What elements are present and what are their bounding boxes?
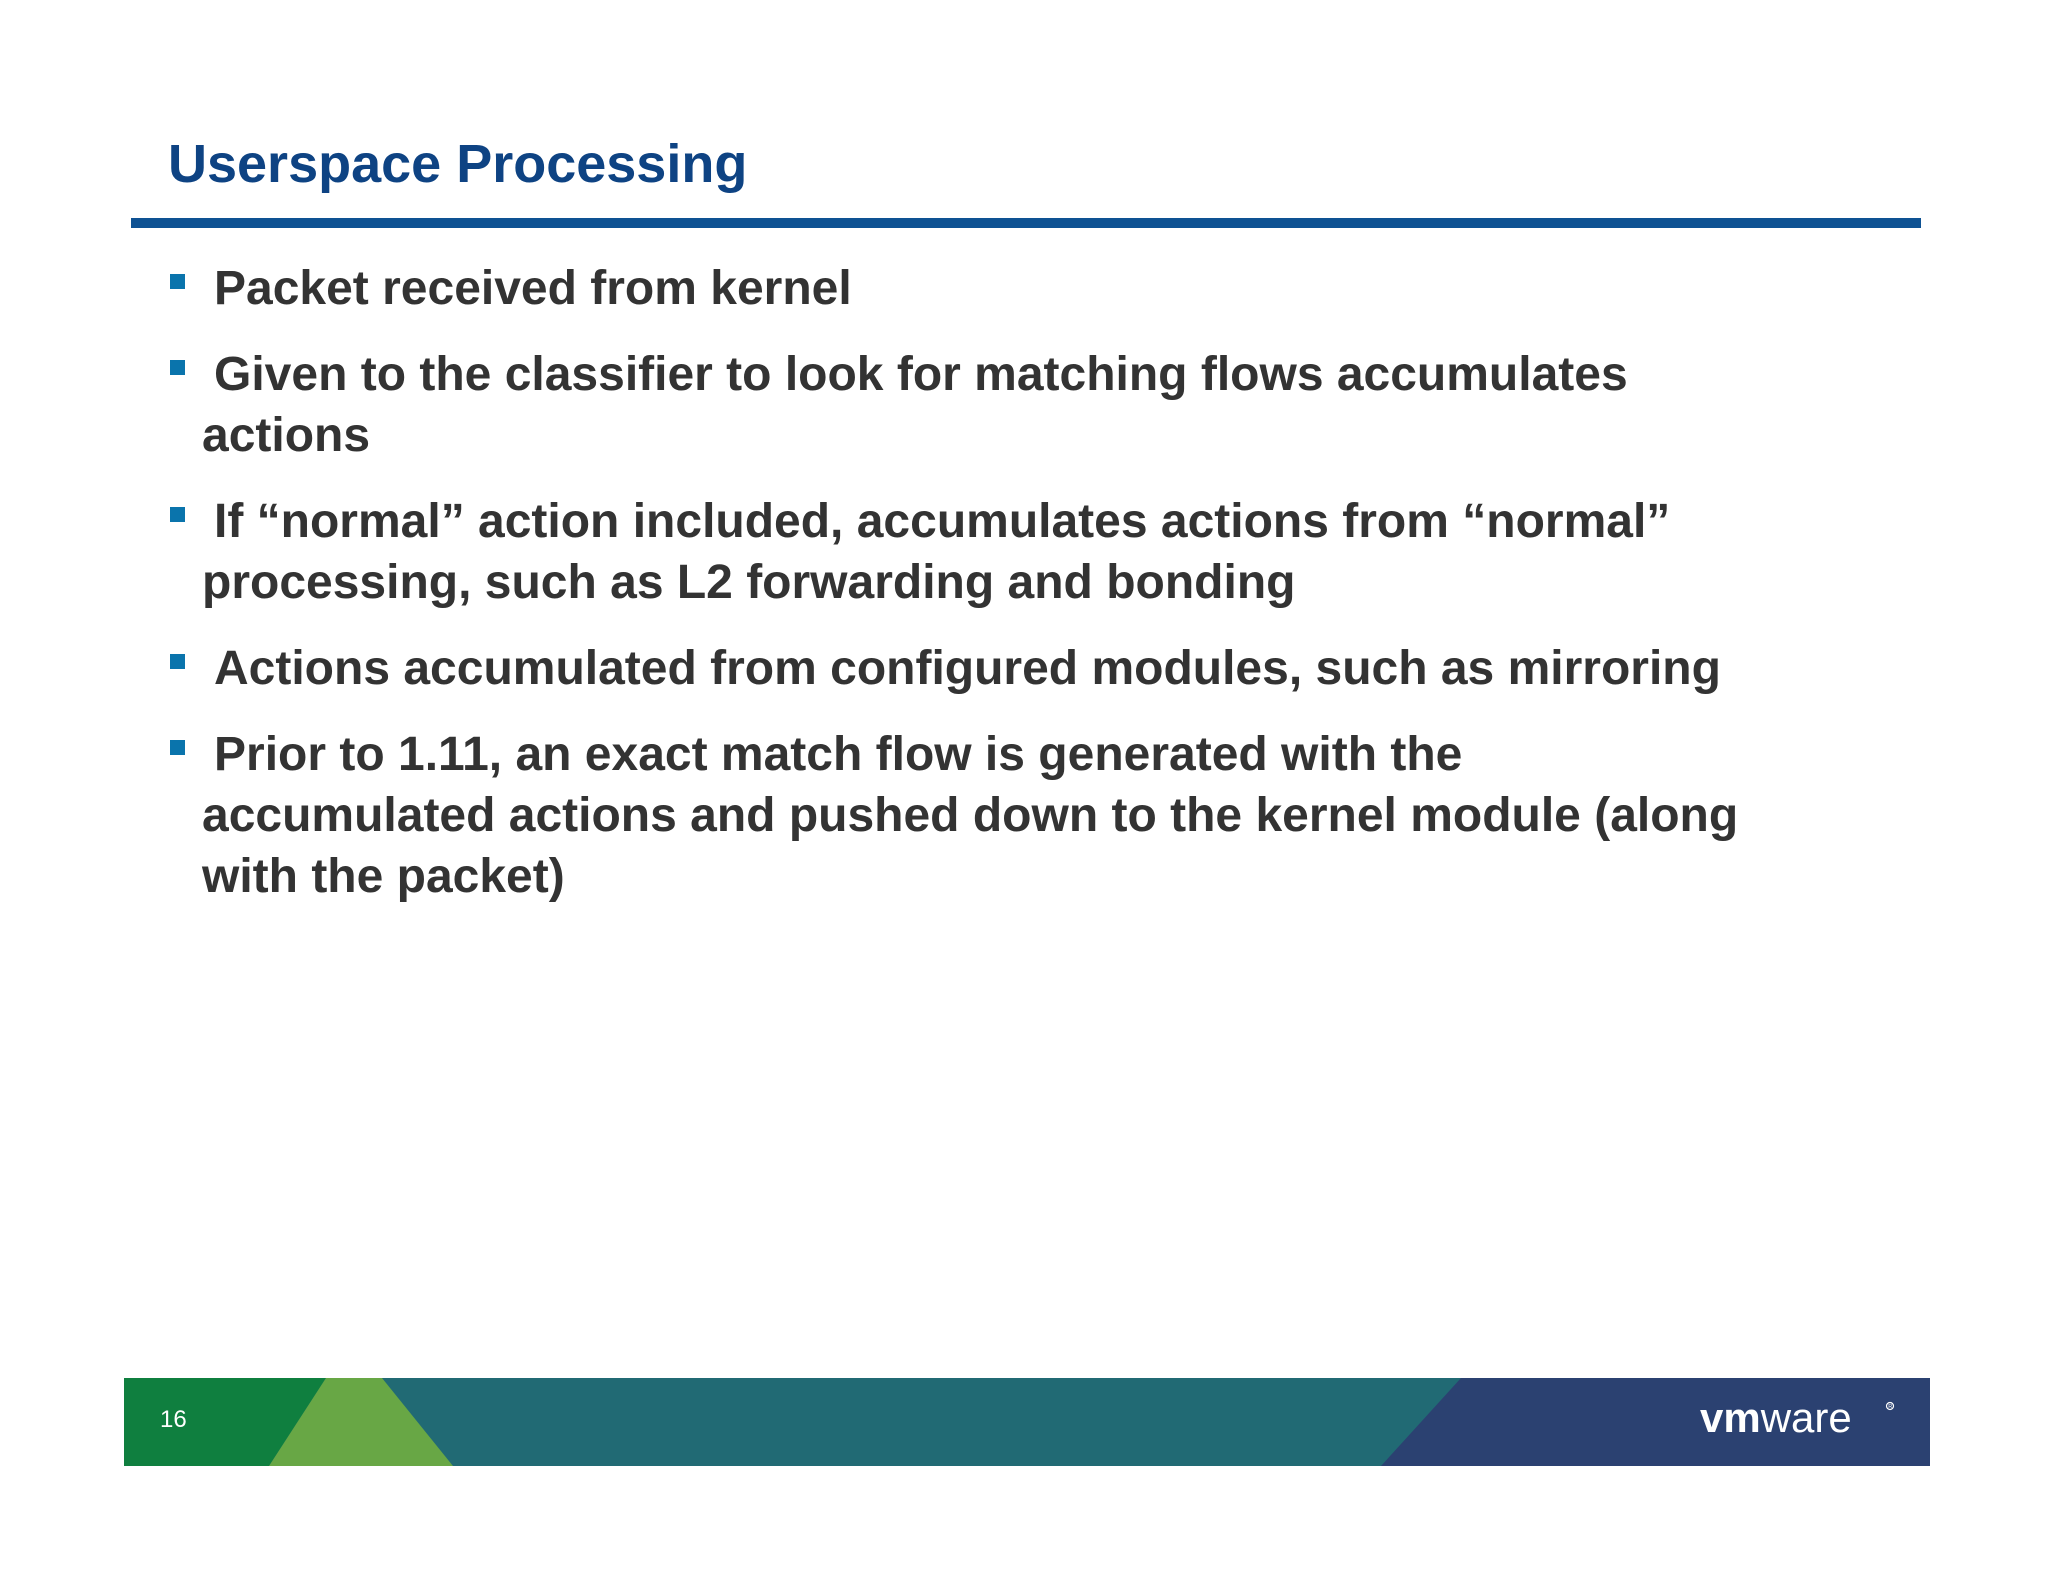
- vmware-logo-text: vmware: [1700, 1394, 1852, 1441]
- vmware-logo-icon: [1700, 1394, 1896, 1444]
- footer-band: [124, 1378, 1930, 1466]
- square-bullet-icon: [170, 360, 185, 375]
- bullet-item: [170, 724, 1890, 907]
- bullet-list: [170, 258, 1890, 932]
- square-bullet-icon: [170, 740, 185, 755]
- bullet-text: If “normal” action included, accumulates actions from “normal” processing, such as L2 forwarding and bonding: [202, 495, 1671, 609]
- bullet-text: Packet received from kernel: [214, 262, 852, 315]
- page-number: 16: [160, 1406, 187, 1433]
- bullet-text: Actions accumulated from configured modules, such as mirroring: [214, 642, 1721, 695]
- bullet-item: [170, 638, 1890, 699]
- square-bullet-icon: [170, 654, 185, 669]
- svg-text:R: R: [1888, 1404, 1893, 1411]
- title-divider: [131, 218, 1921, 228]
- bullet-item: [170, 344, 1890, 466]
- footer-graphic: [124, 1378, 1930, 1466]
- bullet-item: [170, 258, 1890, 319]
- bullet-text: Prior to 1.11, an exact match flow is generated with the accumulated actions and pushed down to the kernel module (along with the packet): [202, 728, 1739, 903]
- bullet-item: [170, 491, 1890, 613]
- bullet-text: Given to the classifier to look for matching flows accumulates actions: [202, 348, 1628, 462]
- slide-title: Userspace Processing: [168, 134, 748, 194]
- square-bullet-icon: [170, 507, 185, 522]
- square-bullet-icon: [170, 274, 185, 289]
